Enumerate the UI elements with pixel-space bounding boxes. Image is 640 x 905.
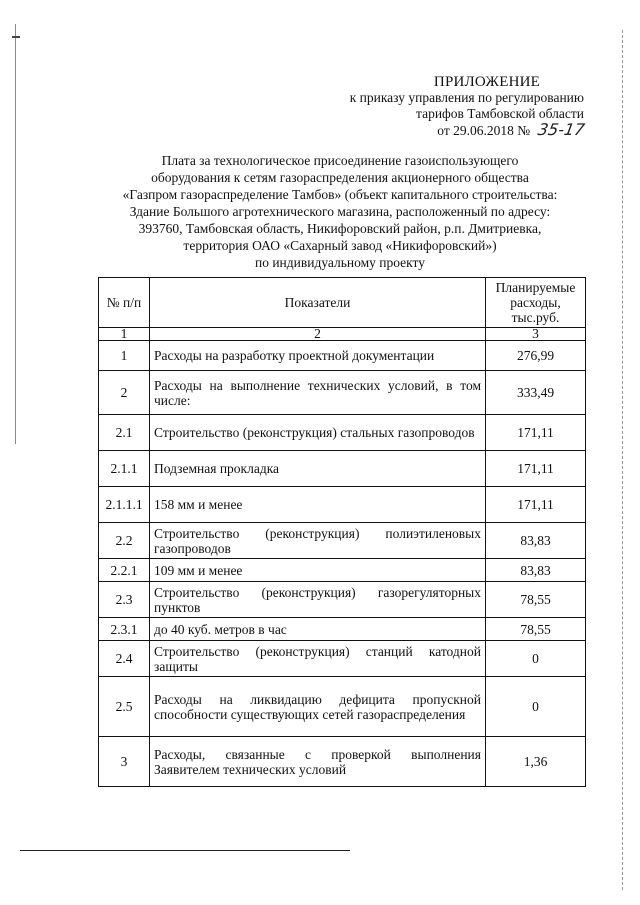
row-number: 2.5 (99, 677, 150, 737)
row-value: 171,11 (486, 487, 586, 523)
header-indicator: Показатели (150, 278, 486, 328)
row-value: 276,99 (486, 341, 586, 371)
row-indicator: 109 мм и менее (150, 559, 486, 582)
table-header-row (99, 278, 586, 328)
title-line: территория ОАО «Сахарный завод «Никифоровский») (183, 238, 497, 253)
row-number: 3 (99, 737, 150, 787)
table-row (99, 559, 586, 582)
scan-edge-left (15, 24, 16, 444)
table-row (99, 641, 586, 677)
title-line: Здание Большого агротехнического магазина, расположенный по адресу: (129, 204, 551, 219)
table-row (99, 341, 586, 371)
annex-date: от 29.06.2018 № (437, 123, 531, 138)
row-indicator: Строительство (реконструкция) станций катодной защиты (150, 641, 486, 677)
row-indicator: Расходы, связанные с проверкой выполнения Заявителем технических условий (150, 737, 486, 787)
row-indicator: до 40 куб. метров в час (150, 618, 486, 641)
row-indicator: Расходы на разработку проектной документации (150, 341, 486, 371)
row-number: 1 (99, 341, 150, 371)
cost-table (98, 277, 586, 787)
annex-block (350, 74, 584, 139)
header-number: № п/п (99, 278, 150, 328)
row-value: 78,55 (486, 582, 586, 618)
row-indicator: Строительство (реконструкция) стальных газопроводов (150, 415, 486, 451)
row-number: 2.2.1 (99, 559, 150, 582)
table-row (99, 737, 586, 787)
table-row (99, 618, 586, 641)
table-index-row (99, 328, 586, 341)
annex-line-1: к приказу управления по регулированию (349, 90, 584, 105)
handwritten-order-number: 35-17 (535, 120, 586, 139)
row-value: 171,11 (486, 451, 586, 487)
title-line: 393760, Тамбовская область, Никифоровский район, р.п. Дмитриевка, (138, 221, 542, 236)
row-value: 83,83 (486, 559, 586, 582)
title-line: Плата за технологическое присоединение газоиспользующего (161, 153, 519, 168)
row-value: 171,11 (486, 415, 586, 451)
annex-line-2: тарифов Тамбовской области (416, 106, 584, 121)
table-row (99, 371, 586, 415)
row-value: 1,36 (486, 737, 586, 787)
row-number: 2.2 (99, 523, 150, 559)
index-cell: 1 (99, 328, 150, 341)
index-cell: 3 (486, 328, 586, 341)
row-number: 2.3.1 (99, 618, 150, 641)
title-line: по индивидуальному проекту (254, 255, 426, 270)
table-row (99, 677, 586, 737)
row-value: 0 (486, 677, 586, 737)
annex-date-line (350, 122, 584, 139)
row-indicator: Расходы на выполнение технических условий, в том числе: (150, 371, 486, 415)
row-number: 2.3 (99, 582, 150, 618)
scan-edge-mark (12, 36, 20, 38)
row-indicator: Строительство (реконструкция) газорегуляторных пунктов (150, 582, 486, 618)
table-row (99, 582, 586, 618)
row-number: 2.1.1.1 (99, 487, 150, 523)
row-indicator: 158 мм и менее (150, 487, 486, 523)
table-row (99, 451, 586, 487)
row-value: 83,83 (486, 523, 586, 559)
row-number: 2 (99, 371, 150, 415)
title-line: оборудования к сетям газораспределения акционерного общества (151, 170, 529, 185)
document-title (80, 152, 600, 271)
row-number: 2.1.1 (99, 451, 150, 487)
row-value: 333,49 (486, 371, 586, 415)
row-value: 0 (486, 641, 586, 677)
table-row (99, 523, 586, 559)
row-value: 78,55 (486, 618, 586, 641)
title-line: «Газпром газораспределение Тамбов» (объект капитального строительства: (122, 187, 558, 202)
table-row (99, 415, 586, 451)
row-number: 2.1 (99, 415, 150, 451)
scan-edge-right (622, 30, 623, 890)
annex-title: ПРИЛОЖЕНИЕ (433, 74, 540, 90)
row-number: 2.4 (99, 641, 150, 677)
footer-rule (20, 850, 350, 851)
row-indicator: Расходы на ликвидацию дефицита пропускной способности существующих сетей газораспределения (150, 677, 486, 737)
row-indicator: Строительство (реконструкция) полиэтиленовых газопроводов (150, 523, 486, 559)
header-planned-costs: Планируемые расходы, тыс.руб. (486, 278, 586, 328)
index-cell: 2 (150, 328, 486, 341)
table-row (99, 487, 586, 523)
row-indicator: Подземная прокладка (150, 451, 486, 487)
